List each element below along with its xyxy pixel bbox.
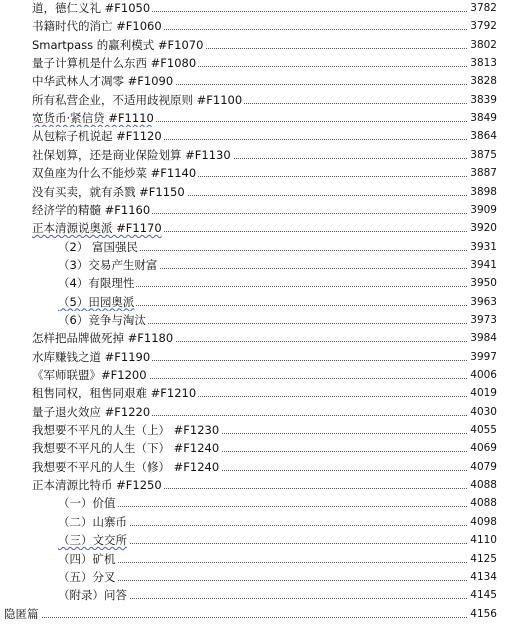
toc-page-number: 3941 [468, 256, 497, 274]
toc-page-number: 3898 [468, 183, 497, 201]
toc-page-number: 4145 [468, 586, 497, 604]
toc-entry[interactable] [0, 109, 521, 127]
toc-page-number: 4006 [468, 366, 497, 384]
toc-page-number: 3849 [468, 109, 497, 127]
toc-entry-title: Smartpass 的赢利模式 #F1070 [32, 37, 204, 52]
toc-entry-title: （6）竞争与淘汰 [58, 312, 146, 327]
toc-entry[interactable] [0, 605, 521, 623]
toc-page-number: 4088 [468, 494, 497, 512]
toc-entry[interactable] [0, 421, 521, 439]
toc-page-number: 3984 [468, 329, 497, 347]
toc-entry-title: 我想要不平凡的人生（下） #F1240 [32, 441, 220, 456]
toc-entry[interactable] [0, 238, 521, 256]
toc-entry[interactable] [0, 274, 521, 292]
toc-entry[interactable] [0, 146, 521, 164]
toc-dot-leader [58, 506, 497, 507]
toc-page-number: 4134 [468, 568, 497, 586]
toc-entry-title: （2） 富国强民 [58, 239, 138, 254]
toc-page-number: 3813 [468, 54, 497, 72]
toc-entry-title: 量子退火效应 #F1220 [32, 404, 151, 419]
toc-entry-title: 正本清源比特币 #F1250 [32, 478, 162, 493]
toc-entry-title: 《军师联盟》#F1200 [32, 368, 147, 382]
toc-entry-title: 道，德仁义礼 #F1050 [32, 1, 151, 15]
toc-entry-title: 我想要不平凡的人生（修） #F1240 [32, 459, 220, 474]
toc-entry[interactable] [0, 439, 521, 457]
toc-entry[interactable] [0, 329, 521, 347]
toc-entry[interactable] [0, 127, 521, 145]
toc-entry[interactable] [0, 384, 521, 402]
toc-page-number: 4055 [468, 421, 497, 439]
toc-page-number: 3782 [468, 0, 497, 17]
toc-dot-leader [58, 580, 497, 581]
toc-page-number: 3950 [468, 274, 497, 292]
toc-entry-title: 社保划算，还是商业保险划算 #F1130 [32, 147, 231, 162]
toc-entry-title: （一）价值 [58, 496, 116, 511]
toc-entry[interactable] [0, 54, 521, 72]
toc-entry-title: （二）山寨币 [58, 514, 127, 529]
toc-entry-title: （5）田园奥派 [58, 294, 135, 309]
toc-entry-title: （附录）问答 [58, 588, 127, 603]
toc-entry-title: 从包粽子机说起 #F1120 [32, 129, 162, 144]
toc-page-number: 3931 [468, 238, 497, 256]
toc-entry[interactable] [0, 293, 521, 311]
toc-page-number: 3909 [468, 201, 497, 219]
toc-page-number: 3864 [468, 127, 497, 145]
toc-entry[interactable] [0, 348, 521, 366]
toc-page-number: 3973 [468, 311, 497, 329]
toc-entry[interactable] [0, 513, 521, 531]
toc-entry[interactable] [0, 476, 521, 494]
toc-entry-title: （五）分叉 [58, 569, 116, 584]
toc-entry-title: （3）交易产生财富 [58, 257, 158, 272]
toc-entry[interactable] [0, 494, 521, 512]
toc-entry[interactable] [0, 586, 521, 604]
toc-page-number: 4110 [468, 531, 497, 549]
toc-entry[interactable] [0, 458, 521, 476]
toc-entry[interactable] [0, 91, 521, 109]
toc-page-number: 4079 [468, 458, 497, 476]
toc-entry[interactable] [0, 550, 521, 568]
toc-page-number: 3802 [468, 36, 497, 54]
toc-entry-title: 水库赚钱之道 #F1190 [32, 349, 151, 364]
toc-entry[interactable] [0, 311, 521, 329]
toc-entry-title: 怎样把品牌做死掉 #F1180 [32, 331, 174, 346]
toc-page-number: 3963 [468, 293, 497, 311]
toc-entry[interactable] [0, 366, 521, 384]
toc-page-number: 3920 [468, 219, 497, 237]
toc-dot-leader [4, 617, 497, 618]
toc-entry[interactable] [0, 531, 521, 549]
toc-page-number: 4125 [468, 550, 497, 568]
toc-entry-title: （四）矿机 [58, 551, 116, 566]
toc-page-number: 3792 [468, 17, 497, 35]
toc-page-number: 3828 [468, 72, 497, 90]
toc-entry-title: （4）有限理性 [58, 276, 135, 291]
toc-entry[interactable] [0, 164, 521, 182]
toc-entry-title: 正本清源说奥派 #F1170 [32, 221, 162, 236]
toc-entry[interactable] [0, 72, 521, 90]
toc-entry-title: 双鱼座为什么不能炒菜 #F1140 [32, 166, 197, 181]
toc-page-number: 4088 [468, 476, 497, 494]
toc-entry[interactable] [0, 403, 521, 421]
toc-entry-title: 中华武林人才凋零 #F1090 [32, 74, 174, 89]
toc-entry-title: 宽货币·紧信贷 #F1110 [32, 111, 154, 126]
toc-page-number: 4156 [468, 605, 497, 623]
toc-dot-leader [58, 562, 497, 563]
toc-entry-title: 租售同权，租售同艰难 #F1210 [32, 386, 197, 401]
toc-entry[interactable] [0, 183, 521, 201]
toc-page-number: 4030 [468, 403, 497, 421]
toc-page-number: 4098 [468, 513, 497, 531]
toc-entry-title: （三）文交所 [58, 533, 127, 548]
toc-entry-title: 隐匿篇 [4, 606, 39, 621]
toc-page-number: 4069 [468, 439, 497, 457]
toc-entry-title: 经济学的精髓 #F1160 [32, 202, 151, 217]
toc-entry-title: 所有私营企业，不适用歧视原则 #F1100 [32, 92, 243, 107]
toc-entry[interactable] [0, 17, 521, 35]
toc-entry-title: 没有买卖，就有杀戮 #F1150 [32, 184, 185, 199]
toc-entry[interactable] [0, 36, 521, 54]
toc-entry[interactable] [0, 219, 521, 237]
toc-page-number: 3875 [468, 146, 497, 164]
toc-page-number: 3997 [468, 348, 497, 366]
toc-entry[interactable] [0, 256, 521, 274]
toc-page-number: 3887 [468, 164, 497, 182]
toc-entry-title: 我想要不平凡的人生（上） #F1230 [32, 423, 220, 438]
toc-entry-title: 书籍时代的消亡 #F1060 [32, 19, 162, 34]
toc-page-number: 4019 [468, 384, 497, 402]
toc-entry[interactable] [0, 201, 521, 219]
toc-entry-title: 量子计算机是什么东西 #F1080 [32, 56, 197, 71]
toc-page-number: 3839 [468, 91, 497, 109]
toc-entry[interactable] [0, 0, 521, 17]
toc-entry[interactable] [0, 568, 521, 586]
